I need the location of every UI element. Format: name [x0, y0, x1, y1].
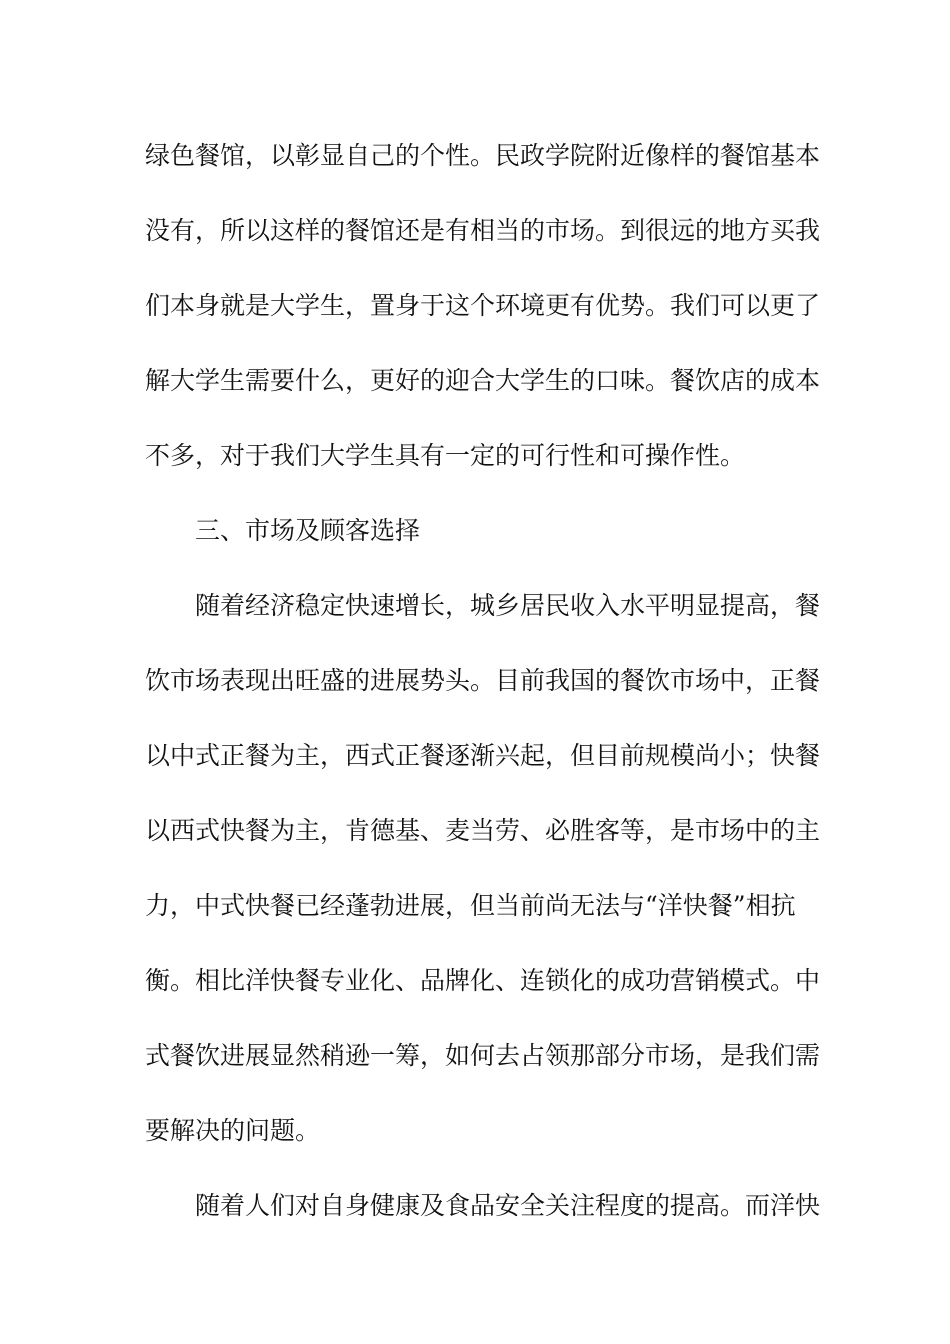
paragraph-line: 绿色餐馆，以彰显自己的个性。民政学院附近像样的餐馆基本 — [145, 141, 821, 170]
paragraph-line: 以西式快餐为主，肯德基、麦当劳、必胜客等，是市场中的主 — [145, 816, 821, 845]
paragraph-line: 不多，对于我们大学生具有一定的可行性和可操作性。 — [145, 441, 746, 470]
paragraph-line: 解大学生需要什么，更好的迎合大学生的口味。餐饮店的成本 — [145, 366, 821, 395]
paragraph-line: 们本身就是大学生，置身于这个环境更有优势。我们可以更了 — [145, 291, 821, 320]
paragraph-line: 没有，所以这样的餐馆还是有相当的市场。到很远的地方买我 — [145, 216, 821, 245]
paragraph-line: 式餐饮进展显然稍逊一筹，如何去占领那部分市场，是我们需 — [145, 1041, 821, 1070]
paragraph-line: 力，中式快餐已经蓬勃进展，但当前尚无法与“洋快餐”相抗 — [145, 891, 796, 920]
paragraph-line: 饮市场表现出旺盛的进展势头。目前我国的餐饮市场中，正餐 — [145, 666, 821, 695]
paragraph-line: 随着经济稳定快速增长，城乡居民收入水平明显提高，餐 — [195, 591, 821, 620]
paragraph-line: 随着人们对自身健康及食品安全关注程度的提高。而洋快 — [195, 1191, 821, 1220]
paragraph-line: 以中式正餐为主，西式正餐逐渐兴起，但目前规模尚小；快餐 — [145, 741, 821, 770]
paragraph-line: 要解决的问题。 — [145, 1116, 321, 1145]
section-heading: 三、市场及顾客选择 — [195, 516, 421, 545]
paragraph-line: 衡。相比洋快餐专业化、品牌化、连锁化的成功营销模式。中 — [145, 966, 821, 995]
document-body — [145, 133, 821, 1258]
